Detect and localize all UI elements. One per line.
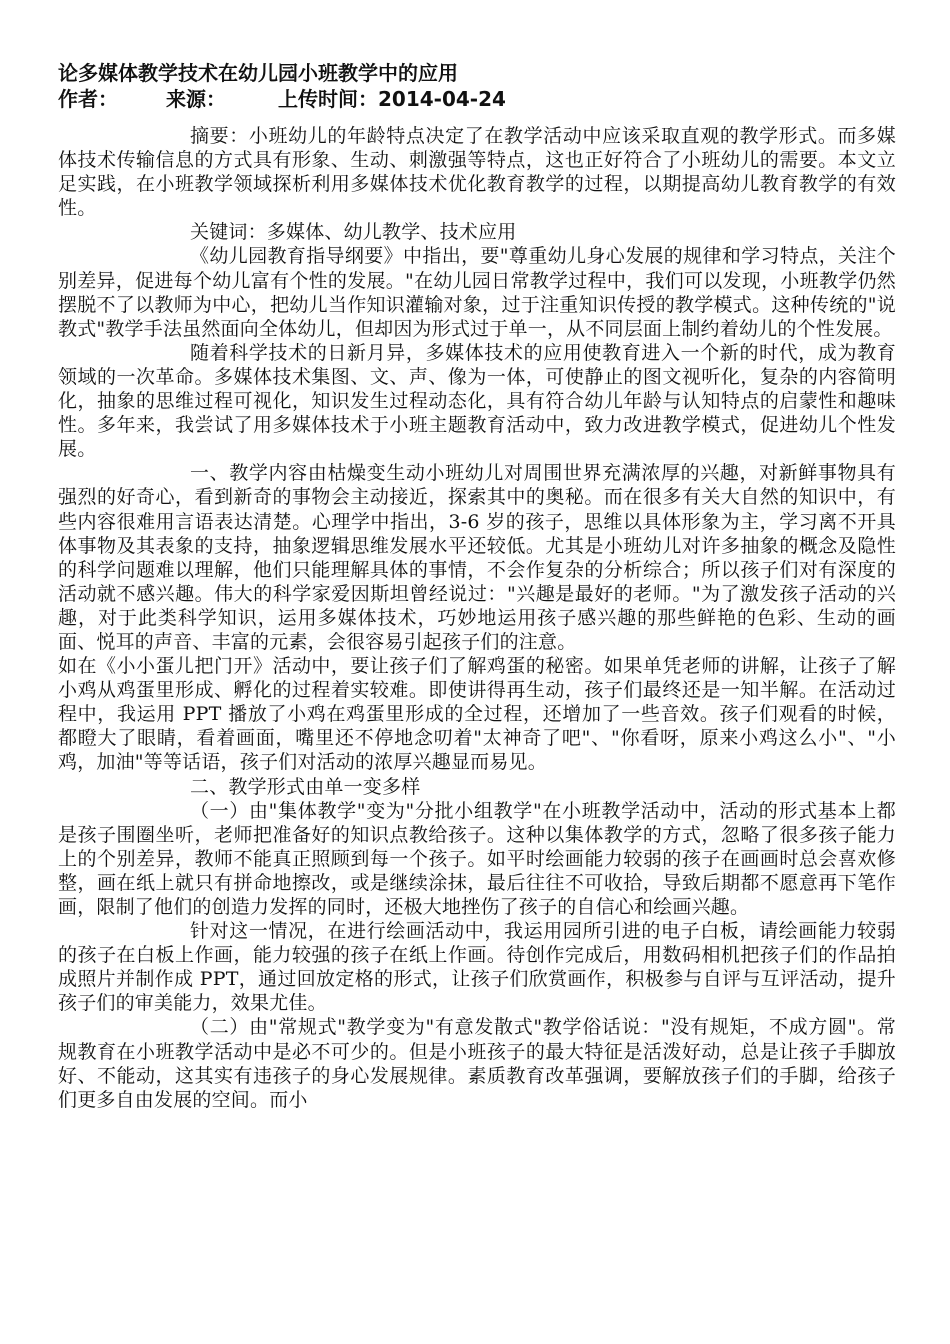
author-label: 作者： — [58, 87, 118, 111]
source-label: 来源： — [166, 87, 226, 111]
paragraph: （一）由"集体教学"变为"分批小组教学"在小班教学活动中，活动的形式基本上都是孩子围圈坐听，老师把准备好的知识点教给孩子。这种以集体教学的方式，忽略了很多孩子能力上的个别差异，教师不能真正照顾到每一个孩子。如平时绘画能力较弱的孩子在画画时总会喜欢修整，画在纸上就只有拼命地擦改，或是继续涂抹，最后往往不可收拾，导致后期都不愿意再下笔作画，限制了他们的创造力发挥的同时，还极大地挫伤了孩子的自信心和绘画兴趣。 — [58, 799, 896, 918]
paragraph: 一、教学内容由枯燥变生动小班幼儿对周围世界充满浓厚的兴趣，对新鲜事物具有强烈的好奇心，看到新奇的事物会主动接近，探索其中的奥秘。而在很多有关大自然的知识中，有些内容很难用言语表达清楚。心理学中指出，3-6 岁的孩子，思维以具体形象为主，学习离不开具体事物及其表象的支持，抽象逻辑思维发展水平还较低。尤其是小班幼儿对许多抽象的概念及隐性的科学问题难以理解，他们只能理解具体的事情，不会作复杂的分析综合；所以孩子们对有深度的活动就不感兴趣。伟大的科学家爱因斯坦曾经说过："兴趣是最好的老师。"为了激发孩子活动的兴趣，对于此类科学知识，运用多媒体技术，巧妙地运用孩子感兴趣的那些鲜艳的色彩、生动的画面、悦耳的声音、丰富的元素，会很容易引起孩子们的注意。 — [58, 462, 896, 653]
paragraph: 随着科学技术的日新月异，多媒体技术的应用使教育进入一个新的时代，成为教育领域的一次革命。多媒体技术集图、文、声、像为一体，可使静止的图文视听化，复杂的内容简明化，抽象的思维过程可视化，知识发生过程动态化，具有符合幼儿年龄与认知特点的启蒙性和趣味性。多年来，我尝试了用多媒体技术于小班主题教育活动中，致力改进教学模式，促进幼儿个性发展。 — [58, 341, 896, 461]
document-title: 论多媒体教学技术在幼儿园小班教学中的应用 — [58, 61, 458, 85]
paragraph: 关键词：多媒体、幼儿教学、技术应用 — [190, 221, 517, 244]
paragraph: （二）由"常规式"教学变为"有意发散式"教学俗话说："没有规矩，不成方圆"。常规教育在小班教学活动中是必不可少的。但是小班孩子的最大特征是活泼好动，总是让孩子手脚放好、不能动，这其实有违孩子的身心发展规律。素质教育改革强调，要解放孩子们的手脚，给孩子们更多自由发展的空间。而小 — [58, 1016, 896, 1111]
article-body — [58, 124, 896, 1112]
document-page — [58, 60, 896, 1112]
paragraph: 如在《小小蛋儿把门开》活动中，要让孩子们了解鸡蛋的秘密。如果单凭老师的讲解，让孩子了解小鸡从鸡蛋里形成、孵化的过程着实较难。即使讲得再生动，孩子们最终还是一知半解。在活动过程中，我运用 PPT 播放了小鸡在鸡蛋里形成的全过程，还增加了一些音效。孩子们观看的时候，都瞪大了眼睛，看着画面，嘴里还不停地念叨着"太神奇了吧"、"你看呀，原来小鸡这么小"、"小鸡，加油"等等话语，孩子们对活动的浓厚兴趣显而易见。 — [58, 655, 896, 774]
upload-time-label: 上传时间：2014-04-24 — [278, 87, 506, 111]
paragraph: 针对这一情况，在进行绘画活动中，我运用园所引进的电子白板，请绘画能力较弱的孩子在白板上作画，能力较强的孩子在纸上作画。待创作完成后，用数码相机把孩子们的作品拍成照片并制作成 PPT，通过回放定格的形式，让孩子们欣赏画作，积极参与自评与互评活动，提升孩子们的审美能力，效果尤佳。 — [58, 920, 896, 1015]
document-meta — [58, 86, 896, 112]
paragraph: 摘要：小班幼儿的年龄特点决定了在教学活动中应该采取直观的教学形式。而多媒体技术传输信息的方式具有形象、生动、刺激强等特点，这也正好符合了小班幼儿的需要。本文立足实践，在小班教学领域探析利用多媒体技术优化教育教学的过程，以期提高幼儿教育教学的有效性。 — [58, 125, 896, 220]
paragraph: 二、教学形式由单一变多样 — [190, 775, 421, 798]
paragraph: 《幼儿园教育指导纲要》中指出，要"尊重幼儿身心发展的规律和学习特点，关注个别差异，促进每个幼儿富有个性的发展。"在幼儿园日常教学过程中，我们可以发现，小班教学仍然摆脱不了以教师为中心，把幼儿当作知识灌输对象，过于注重知识传授的教学模式。这种传统的"说教式"教学手法虽然面向全体幼儿，但却因为形式过于单一，从不同层面上制约着幼儿的个性发展。 — [58, 245, 896, 340]
